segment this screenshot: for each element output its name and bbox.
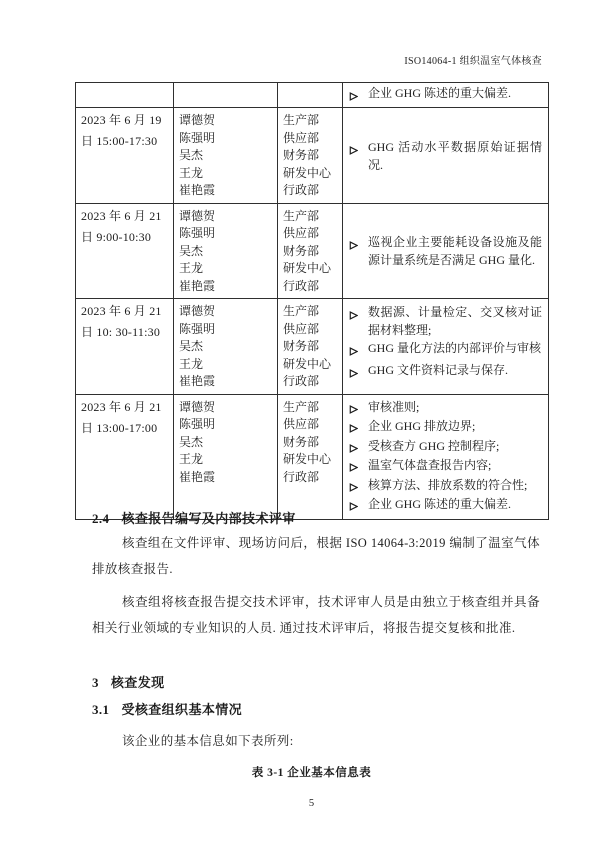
departments-cell bbox=[278, 203, 343, 299]
agenda-item-text: GHG 活动水平数据原始证据情况. bbox=[368, 139, 542, 172]
agenda-items bbox=[343, 399, 545, 517]
agenda-items bbox=[343, 303, 545, 383]
date-line: 2023 年 6 月 19 bbox=[81, 113, 162, 127]
attendee-name: 崔艳霞 bbox=[179, 374, 216, 388]
attendees-cell bbox=[174, 108, 278, 204]
table-row bbox=[76, 108, 549, 204]
agenda-item-text: 审核准则; bbox=[368, 399, 420, 414]
arrow-bullet-icon bbox=[349, 84, 363, 106]
agenda-item-text: 企业 GHG 排放边界; bbox=[368, 419, 476, 434]
section-heading-2-4 bbox=[92, 511, 296, 527]
arrow-bullet-icon bbox=[349, 233, 363, 269]
arrow-bullet-icon bbox=[349, 399, 363, 419]
agenda-item bbox=[343, 233, 545, 269]
date-cell bbox=[76, 203, 174, 299]
departments-cell bbox=[278, 108, 343, 204]
attendees-cell bbox=[174, 394, 278, 520]
table-row bbox=[76, 203, 549, 299]
department-name: 生产部 bbox=[283, 208, 320, 223]
department-name: 财务部 bbox=[283, 243, 320, 258]
department-name: 研发中心 bbox=[283, 261, 332, 275]
date-line: 日 13:00-17:00 bbox=[81, 420, 158, 435]
section-title: 核查报告编写及内部技术评审 bbox=[121, 511, 296, 526]
agenda-item-text: 受核查方 GHG 控制程序; bbox=[368, 438, 500, 453]
attendee-name: 王龙 bbox=[179, 452, 204, 466]
attendee-name: 王龙 bbox=[179, 356, 204, 371]
department-name: 行政部 bbox=[283, 183, 320, 197]
agenda-item bbox=[343, 361, 545, 383]
date-cell bbox=[76, 83, 174, 108]
agenda-item-text: GHG 文件资料记录与保存. bbox=[368, 363, 508, 377]
department-name: 行政部 bbox=[283, 374, 320, 388]
department-name: 供应部 bbox=[283, 321, 320, 336]
attendee-name: 谭德贺 bbox=[179, 113, 216, 127]
department-name: 供应部 bbox=[283, 417, 320, 431]
agenda-item bbox=[343, 138, 545, 174]
attendees-cell bbox=[174, 203, 278, 299]
attendee-name: 陈强明 bbox=[179, 130, 216, 145]
department-name: 行政部 bbox=[283, 469, 320, 484]
attendee-name: 陈强明 bbox=[179, 321, 216, 336]
department-name: 生产部 bbox=[283, 304, 320, 318]
agenda-cell bbox=[343, 299, 549, 395]
arrow-bullet-icon bbox=[349, 361, 363, 383]
date-line: 2023 年 6 月 21 bbox=[81, 208, 162, 223]
agenda-item-text: GHG 量化方法的内部评价与审核 bbox=[368, 341, 541, 355]
date-line: 2023 年 6 月 21 bbox=[81, 304, 162, 318]
paragraph-report-writing: 核查组在文件评审、现场访问后，根据 ISO 14064-3:2019 编制了温室气体排放核查报告. bbox=[92, 536, 540, 576]
department-name: 财务部 bbox=[283, 434, 320, 449]
page-number: 5 bbox=[308, 798, 315, 809]
arrow-bullet-icon bbox=[349, 138, 363, 174]
section-heading-3 bbox=[92, 675, 165, 691]
attendee-name: 吴杰 bbox=[179, 243, 204, 258]
section-number: 2.4 bbox=[92, 511, 110, 526]
arrow-bullet-icon bbox=[349, 438, 363, 458]
agenda-items bbox=[343, 233, 545, 269]
agenda-item-text: 企业 GHG 陈述的重大偏差. bbox=[368, 497, 511, 512]
table-row-carryover bbox=[76, 83, 549, 108]
schedule-table bbox=[75, 82, 549, 520]
attendee-name: 崔艳霞 bbox=[179, 469, 216, 484]
department-name: 生产部 bbox=[283, 399, 320, 414]
date-cell bbox=[76, 299, 174, 395]
date-line: 日 10: 30-11:30 bbox=[81, 325, 161, 339]
agenda-item-text: 企业 GHG 陈述的重大偏差. bbox=[368, 86, 511, 100]
agenda-item-text: 数据源、计量检定、交叉核对证据材料整理; bbox=[368, 305, 542, 337]
section-title: 核查发现 bbox=[110, 675, 165, 690]
running-header: ISO14064-1 组织温室气体核查 bbox=[404, 56, 542, 67]
department-name: 研发中心 bbox=[283, 452, 332, 466]
attendee-name: 谭德贺 bbox=[179, 399, 216, 414]
agenda-cell bbox=[343, 203, 549, 299]
agenda-item bbox=[343, 339, 545, 361]
section-heading-3-1 bbox=[92, 702, 242, 718]
table-row bbox=[76, 394, 549, 520]
agenda-item bbox=[343, 84, 545, 106]
table-row bbox=[76, 299, 549, 395]
agenda-items bbox=[343, 84, 545, 106]
departments-cell bbox=[278, 394, 343, 520]
attendees-cell bbox=[174, 299, 278, 395]
attendee-name: 谭德贺 bbox=[179, 208, 216, 223]
agenda-item bbox=[343, 399, 545, 419]
attendee-name: 陈强明 bbox=[179, 417, 216, 431]
table-caption-3-1: 表 3-1 企业基本信息表 bbox=[251, 767, 372, 779]
date-cell bbox=[76, 394, 174, 520]
arrow-bullet-icon bbox=[349, 303, 363, 339]
attendee-name: 吴杰 bbox=[179, 148, 204, 162]
paragraph-basic-info-intro: 该企业的基本信息如下表所列: bbox=[122, 734, 294, 748]
departments-cell bbox=[278, 299, 343, 395]
agenda-item-text: 巡视企业主要能耗设备设施及能源计量系统是否满足 GHG 量化. bbox=[368, 235, 542, 268]
schedule-table-body bbox=[76, 83, 549, 520]
department-name: 供应部 bbox=[283, 130, 320, 145]
agenda-item bbox=[343, 438, 545, 458]
arrow-bullet-icon bbox=[349, 457, 363, 477]
agenda-item bbox=[343, 418, 545, 438]
date-cell bbox=[76, 108, 174, 204]
arrow-bullet-icon bbox=[349, 496, 363, 516]
attendee-name: 陈强明 bbox=[179, 226, 216, 240]
arrow-bullet-icon bbox=[349, 339, 363, 361]
department-name: 生产部 bbox=[283, 113, 320, 127]
agenda-cell bbox=[343, 394, 549, 520]
attendee-name: 崔艳霞 bbox=[179, 183, 216, 197]
department-name: 供应部 bbox=[283, 226, 320, 240]
department-name: 财务部 bbox=[283, 339, 320, 353]
section-number: 3 bbox=[92, 675, 99, 690]
date-line: 日 9:00-10:30 bbox=[81, 229, 152, 244]
agenda-cell bbox=[343, 108, 549, 204]
attendee-name: 崔艳霞 bbox=[179, 278, 216, 293]
agenda-item-text: 温室气体盘查报告内容; bbox=[368, 458, 492, 473]
departments-cell bbox=[278, 83, 343, 108]
date-line: 2023 年 6 月 21 bbox=[81, 399, 162, 414]
attendee-name: 王龙 bbox=[179, 165, 204, 180]
attendees-cell bbox=[174, 83, 278, 108]
arrow-bullet-icon bbox=[349, 418, 363, 438]
attendee-name: 吴杰 bbox=[179, 339, 204, 353]
agenda-items bbox=[343, 138, 545, 174]
department-name: 行政部 bbox=[283, 278, 320, 293]
date-line: 日 15:00-17:30 bbox=[81, 134, 158, 148]
attendee-name: 王龙 bbox=[179, 261, 204, 275]
department-name: 研发中心 bbox=[283, 356, 332, 371]
department-name: 研发中心 bbox=[283, 165, 332, 180]
paragraph-technical-review: 核查组将核查报告提交技术评审，技术评审人员是由独立于核查组并具备相关行业领域的专业知识的人员. 通过技术评审后，将报告提交复核和批准. bbox=[92, 595, 540, 635]
agenda-item-text: 核算方法、排放系数的符合性; bbox=[368, 477, 528, 492]
agenda-item bbox=[343, 457, 545, 477]
agenda-item bbox=[343, 477, 545, 497]
attendee-name: 吴杰 bbox=[179, 434, 204, 449]
agenda-item bbox=[343, 496, 545, 516]
agenda-item bbox=[343, 303, 545, 339]
section-title: 受核查组织基本情况 bbox=[121, 702, 243, 717]
section-number: 3.1 bbox=[92, 702, 110, 717]
agenda-cell bbox=[343, 83, 549, 108]
arrow-bullet-icon bbox=[349, 477, 363, 497]
attendee-name: 谭德贺 bbox=[179, 304, 216, 318]
department-name: 财务部 bbox=[283, 148, 320, 162]
